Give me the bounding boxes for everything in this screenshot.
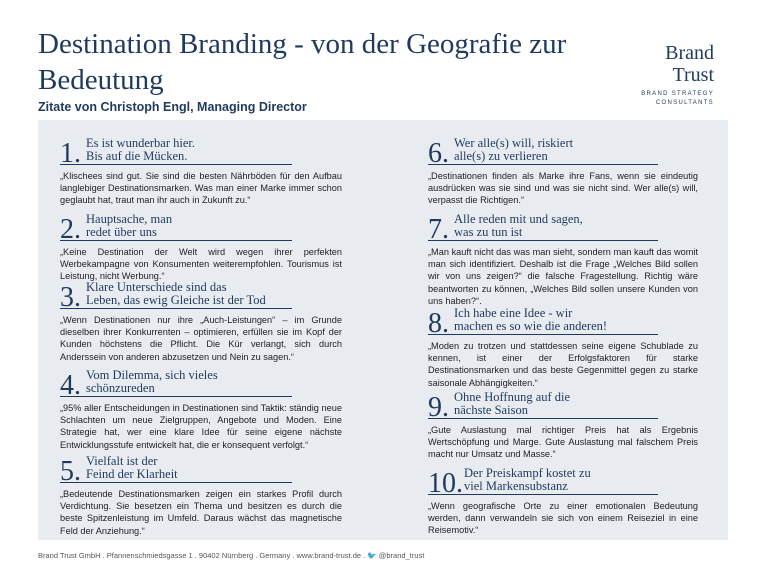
quote-title: Ohne Hoffnung auf die nächste Saison <box>454 390 571 417</box>
quote-title: Vom Dilemma, sich vieles schönzureden <box>86 368 218 395</box>
quote-heading <box>60 360 292 401</box>
quote-item-6 <box>428 128 728 207</box>
quote-item-1 <box>60 128 360 207</box>
logo-tagline-2: CONSULTANTS <box>655 100 714 106</box>
quote-heading <box>428 382 658 423</box>
quote-number: 5. <box>60 456 81 487</box>
quote-title: Es ist wunderbar hier. Bis auf die Mücken. <box>86 136 196 163</box>
quote-number: 10. <box>428 468 463 499</box>
page-subtitle: Zitate von Christoph Engl, Managing Director <box>38 100 307 114</box>
quote-number: 8. <box>428 308 449 339</box>
quote-heading <box>428 298 658 339</box>
quote-item-3 <box>60 272 360 363</box>
twitter-handle[interactable]: @brand_trust <box>378 551 425 560</box>
quote-item-9 <box>428 382 728 461</box>
footer-address: Brand Trust GmbH . Pfannenschmiedsgasse 1 . 90402 Nürnberg . Germany . www.brand-trust.de . <box>38 551 368 560</box>
quote-text: „Bedeutende Destinationsmarken zeigen ein starkes Profil durch Verdichtung. Sie besetzen ein Thema und besitzen es durch die beste Spitzenleistung im Umfeld. Daraus wächst das magnetische Feld der Anziehung.“ <box>60 489 342 536</box>
quote-item-4 <box>60 360 360 451</box>
quote-text: „95% aller Entscheidungen in Destinationen sind Taktik: ständig neue Schlachten um neue Zielgruppen, Angebote und Moden. Eine Strategie hat, wer eine klare Idee für seine eigene nächste Entwicklungsstufe entwickelt hat, die er konsequent verfolgt.“ <box>60 403 342 450</box>
quote-number: 6. <box>428 138 449 169</box>
footer <box>38 551 424 560</box>
quote-heading <box>60 204 292 245</box>
quote-title: Hauptsache, man redet über uns <box>86 212 173 239</box>
quote-text: „Wenn geografische Orte zu einer emotionalen Bedeutung werden, dann verwandeln sie sich von einem Reiseziel in eine Reisemotiv.“ <box>428 501 698 536</box>
quote-text: „Keine Destination der Welt wird wegen ihrer perfekten Werbekampagne von Konsumenten weiterempfohlen. Tourismus ist Leistung, nicht Werbung.“ <box>60 247 342 282</box>
quote-number: 7. <box>428 214 449 245</box>
twitter-bird-icon[interactable]: 🐦 <box>367 551 377 560</box>
quote-text: „Gute Auslastung mal richtiger Preis hat als Ergebnis Wertschöpfung und Marge. Gute Auslastung mal falschem Preis macht nur Umsatz und Masse.“ <box>428 425 698 460</box>
quote-heading <box>60 272 292 313</box>
quote-title: Alle reden mit und sagen, was zu tun ist <box>454 212 583 239</box>
quote-item-5 <box>60 446 360 537</box>
quote-number: 2. <box>60 214 81 245</box>
quote-item-10 <box>428 458 728 537</box>
quote-text: „Destinationen finden als Marke ihre Fans, wenn sie eindeutig ausdrücken was sie sind und was sie nicht sind. Wer alle(s) will, verpasst die Richtigen.“ <box>428 171 698 206</box>
quote-heading <box>428 458 658 499</box>
quote-number: 9. <box>428 392 449 423</box>
logo-word-trust: Trust <box>672 64 714 86</box>
quote-text: „Moden zu trotzen und stattdessen seine eigene Schublade zu kennen, ist einer der Erfolgsfaktoren für starke Destinationsmarken und das beste Gegenmittel gegen zu starke saisonale Abhängigkeiten.“ <box>428 341 698 388</box>
quote-heading <box>428 204 658 245</box>
quote-text: „Man kauft nicht das was man sieht, sondern man kauft das womit man sich identifiziert. Deshalb ist die Frage „Welches Bild sollen wir von uns zeigen?“ die falsche Fragestellung. Richtig wäre beantworten zu können, „Welches Bild sollen unsere Kunden von uns haben?“. <box>428 247 698 306</box>
quote-title: Wer alle(s) will, riskiert alle(s) zu verlieren <box>454 136 574 163</box>
quote-item-7 <box>428 204 728 307</box>
quote-item-2 <box>60 204 360 283</box>
logo-tagline-1: BRAND STRATEGY <box>641 91 714 97</box>
quote-text: „Wenn Destinationen nur ihre „Auch-Leistungen“ – im Grunde dieselben ihrer Konkurrenten – optimieren, erfüllen sie im Kopf der Kunden höchstens die Pflicht. Die Kür verlangt, sich durch Anderssein von anderen abzusetzen und Nein zu sagen.“ <box>60 315 342 362</box>
quote-title: Klare Unterschiede sind das Leben, das ewig Gleiche ist der Tod <box>86 280 266 307</box>
logo-word-brand: Brand <box>665 42 714 64</box>
page-title: Destination Branding - von der Geografie zur Bedeutung <box>38 28 567 96</box>
quotes-panel <box>38 120 728 540</box>
quote-text: „Klischees sind gut. Sie sind die besten Nährböden für den Aufbau langlebiger Destinationsmarken. Was man einer Marke immer schon geglaubt hat, traut man ihr auch in Zukunft zu.“ <box>60 171 342 206</box>
header <box>0 0 768 118</box>
quote-heading <box>428 128 658 169</box>
quote-heading <box>60 446 292 487</box>
quote-title: Der Preiskampf kostet zu viel Markensubstanz <box>464 466 591 493</box>
quote-number: 3. <box>60 282 81 313</box>
brand-trust-logo <box>641 42 714 108</box>
quote-title: Vielfalt ist der Feind der Klarheit <box>86 454 178 481</box>
quote-number: 1. <box>60 138 81 169</box>
quote-item-8 <box>428 298 728 389</box>
quote-number: 4. <box>60 370 81 401</box>
quote-heading <box>60 128 292 169</box>
quote-title: Ich habe eine Idee - wir machen es so wie die anderen! <box>454 306 608 333</box>
